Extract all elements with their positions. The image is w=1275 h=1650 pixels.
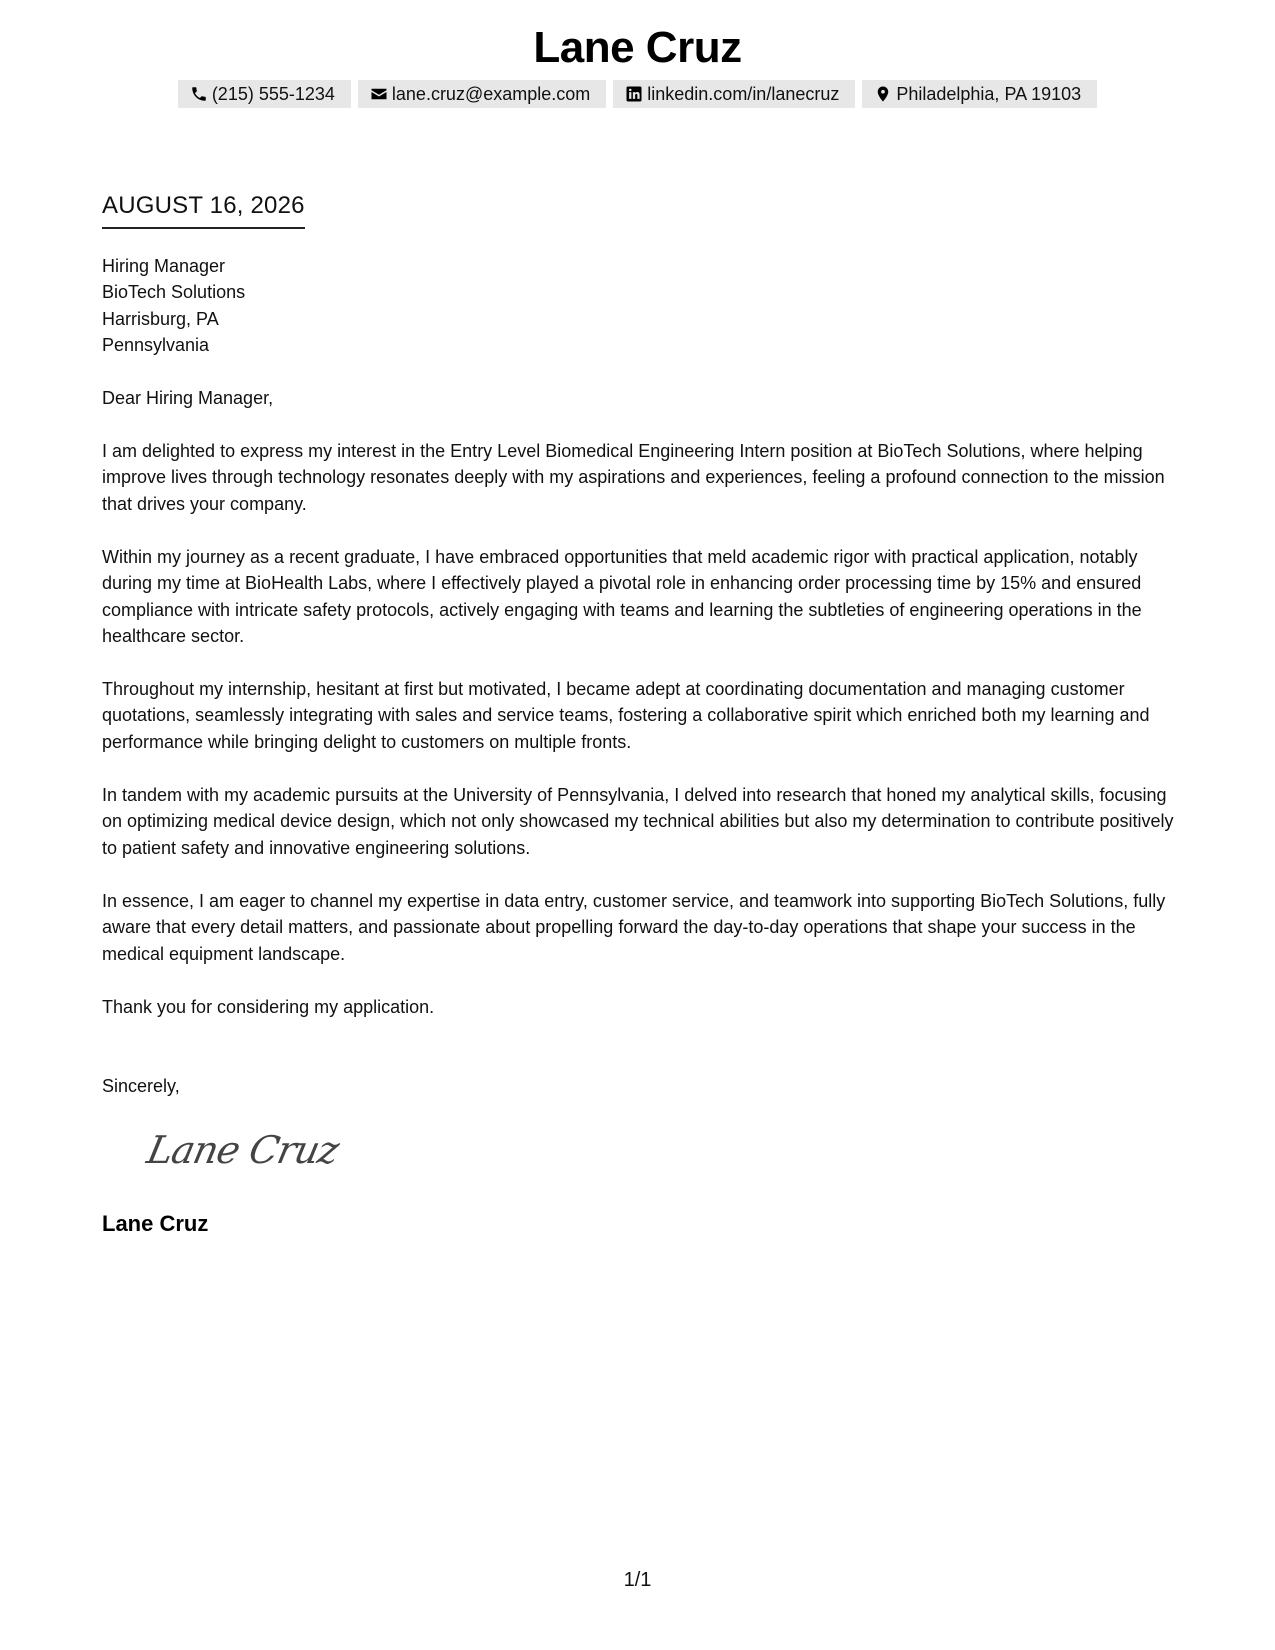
contact-location-text: Philadelphia, PA 19103	[896, 83, 1082, 104]
contact-email	[358, 80, 606, 108]
page-number: 1/1	[623, 1569, 652, 1591]
phone-icon	[190, 85, 208, 103]
body-paragraph: I am delighted to express my interest in the Entry Level Biomedical Engineering Intern position at BioTech Solutions, where helping improve lives through technology resonates deeply with my aspirations and experiences, feeling a profound connection to the mission that drives your company.	[102, 441, 1165, 514]
signer-name: Lane Cruz	[102, 1211, 209, 1236]
linkedin-icon	[625, 85, 643, 103]
recipient-line: BioTech Solutions	[102, 282, 246, 303]
contact-phone-text: (215) 555-1234	[211, 83, 335, 104]
contact-linkedin	[613, 80, 855, 108]
map-pin-icon	[874, 85, 892, 103]
contact-phone	[178, 80, 351, 108]
recipient-line: Pennsylvania	[102, 335, 210, 356]
handwritten-signature: Lane Cruz	[143, 1128, 343, 1172]
envelope-icon	[370, 85, 388, 103]
letter-date: AUGUST 16, 2026	[102, 191, 305, 229]
contact-location	[862, 80, 1097, 108]
body-paragraph: In tandem with my academic pursuits at the University of Pennsylvania, I delved into research that honed my analytical skills, focusing on optimizing medical device design, which not only showcased my technical abilities but also my determination to contribute positively to patient safety and innovative engineering solutions.	[102, 785, 1174, 858]
recipient-line: Hiring Manager	[102, 256, 226, 276]
body-paragraph: In essence, I am eager to channel my expertise in data entry, customer service, and teamwork into supporting BioTech Solutions, fully aware that every detail matters, and passionate about propelling forward the day-to-day operations that shape your success in the medical equipment landscape.	[102, 891, 1166, 964]
body-paragraph: Within my journey as a recent graduate, I have embraced opportunities that meld academic rigor with practical application, notably during my time at BioHealth Labs, where I effectively played a pivotal role in enhancing order processing time by 15% and ensured compliance with intricate safety protocols, actively engaging with teams and learning the subtleties of engineering operations in the healthcare sector.	[102, 547, 1142, 647]
applicant-name: Lane Cruz	[533, 23, 742, 72]
closing-line: Thank you for considering my application.	[102, 997, 435, 1017]
contact-bar	[0, 80, 1275, 108]
recipient-block	[102, 253, 1182, 359]
recipient-line: Harrisburg, PA	[102, 308, 219, 329]
contact-linkedin-text: linkedin.com/in/lanecruz	[647, 83, 840, 104]
body-paragraph: Throughout my internship, hesitant at first but motivated, I became adept at coordinating documentation and managing customer quotations, seamlessly integrating with sales and service teams, fostering a collaborative spirit which enriched both my learning and performance while bringing delight to customers on multiple fronts.	[102, 679, 1150, 752]
salutation: Dear Hiring Manager,	[102, 388, 274, 408]
contact-email-text: lane.cruz@example.com	[391, 83, 591, 104]
sign-off: Sincerely,	[102, 1076, 180, 1096]
